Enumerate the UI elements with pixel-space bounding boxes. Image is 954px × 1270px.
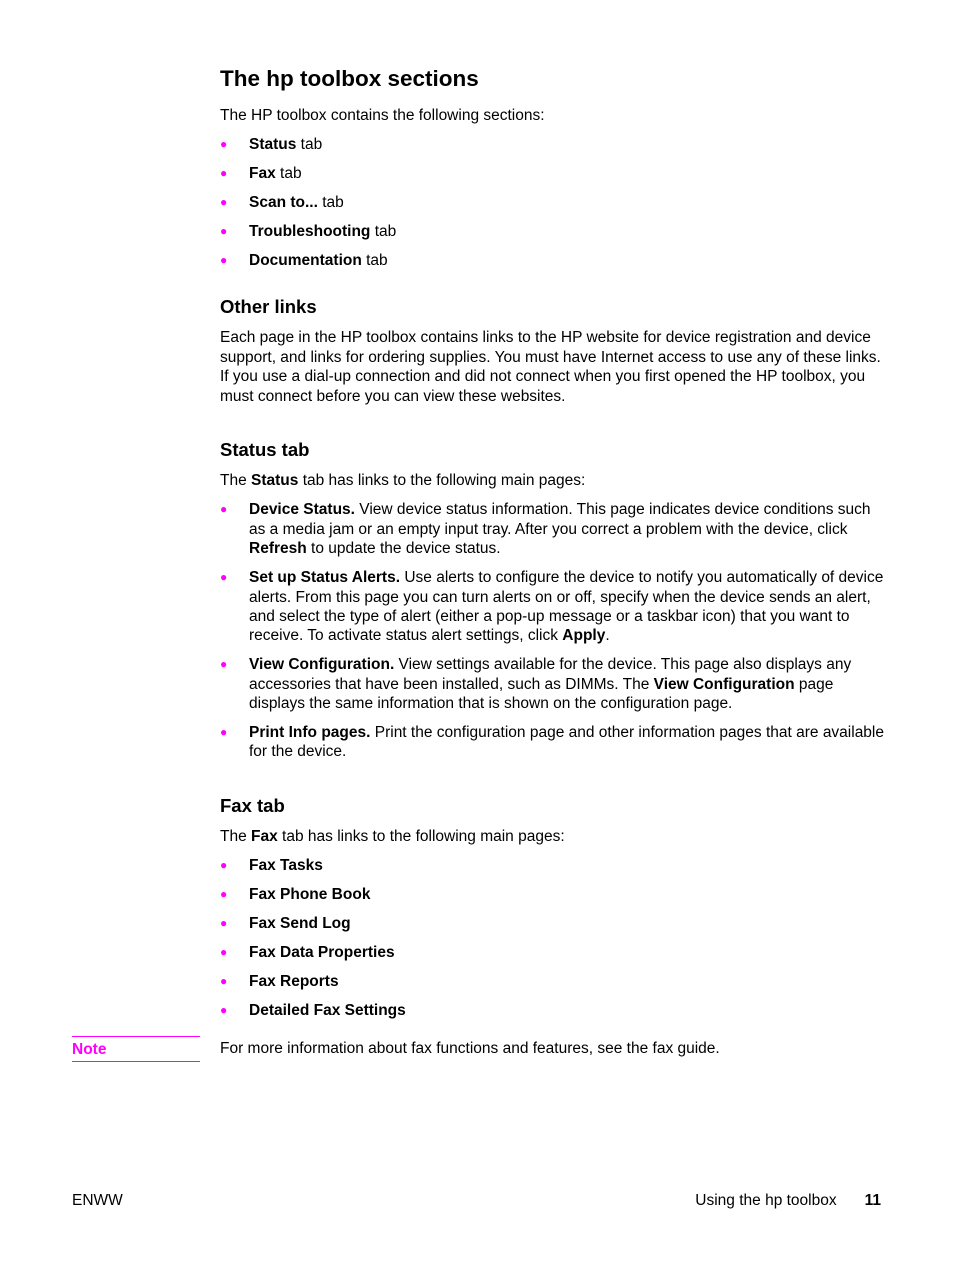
- bullet-icon: ●: [220, 166, 228, 181]
- fax-tab-list: [220, 856, 885, 1020]
- status-tab-section: [220, 438, 885, 762]
- bullet-icon: ●: [220, 858, 228, 873]
- page-number: 11: [864, 1192, 881, 1209]
- footer-right: [695, 1192, 881, 1210]
- list-item: ● Status tab: [220, 136, 323, 154]
- list-item: ● Documentation tab: [220, 252, 388, 270]
- fax-tab-heading: Fax tab: [220, 794, 285, 816]
- other-links-body: Each page in the HP toolbox contains links to the HP website for device registration and device support, and links for ordering supplies. You must have Internet access to use any of these links. If you use a dial-up connection and did not connect when you first opened the HP toolbox, you must connect before you can view these websites.: [220, 329, 881, 405]
- list-item: ● Fax Data Properties: [220, 943, 395, 961]
- sections-list: [220, 135, 885, 270]
- fax-tab-intro: The Fax tab has links to the following main pages:: [220, 827, 565, 845]
- list-item: ● Fax Phone Book: [220, 886, 371, 904]
- list-item: ● Device Status. View device status information. This page indicates device conditions such as a media jam or an empty input tray. After you correct a problem with the device, click Refresh to update the device status.: [220, 501, 871, 558]
- bullet-icon: ●: [220, 224, 228, 239]
- note-label: Note: [72, 1041, 107, 1058]
- footer-left: ENWW: [72, 1192, 123, 1209]
- list-item: ● View Configuration. View settings available for the device. This page also displays any accessories that have been installed, such as DIMMs. The View Configuration page displays the same information that is shown on the configuration page.: [220, 656, 852, 713]
- status-tab-list: [220, 500, 885, 761]
- list-item: ● Print Info pages. Print the configuration page and other information pages that are available for the device.: [220, 724, 884, 761]
- bullet-icon: ●: [220, 887, 228, 902]
- note-box: [72, 1036, 200, 1062]
- footer-title: Using the hp toolbox: [695, 1192, 837, 1209]
- bullet-icon: ●: [220, 944, 228, 959]
- list-item: ● Set up Status Alerts. Use alerts to configure the device to notify you automatically of device alerts. From this page you can turn alerts on or off, specify when the device sends an alert, and select the type of alert (either a pop-up message or a taskbar icon) that you want to receive. To activate status alert settings, click Apply.: [220, 569, 884, 645]
- bullet-icon: ●: [220, 725, 228, 740]
- bullet-icon: ●: [220, 916, 228, 931]
- bullet-icon: ●: [220, 502, 228, 517]
- list-item: ● Fax Reports: [220, 972, 339, 990]
- bullet-icon: ●: [220, 570, 228, 585]
- status-tab-intro: The Status tab has links to the following main pages:: [220, 472, 586, 490]
- bullet-icon: ●: [220, 195, 228, 210]
- intro-text: The HP toolbox contains the following sections:: [220, 107, 545, 124]
- page-title: The hp toolbox sections: [220, 66, 479, 91]
- list-item: ● Fax Send Log: [220, 915, 351, 933]
- list-item: ● Fax Tasks: [220, 857, 323, 875]
- list-item: ● Troubleshooting tab: [220, 223, 397, 241]
- bullet-icon: ●: [220, 973, 228, 988]
- other-links-heading: Other links: [220, 296, 317, 318]
- list-item: ● Scan to... tab: [220, 194, 344, 212]
- status-tab-heading: Status tab: [220, 439, 310, 461]
- bullet-icon: ●: [220, 1002, 228, 1017]
- page-content: [220, 64, 885, 1030]
- bullet-icon: ●: [220, 137, 228, 152]
- bullet-icon: ●: [220, 253, 228, 268]
- list-item: ● Detailed Fax Settings: [220, 1001, 406, 1019]
- list-item: ● Fax tab: [220, 165, 302, 183]
- other-links-section: [220, 295, 885, 406]
- note-text: For more information about fax functions and features, see the fax guide.: [220, 1040, 720, 1057]
- bullet-icon: ●: [220, 657, 228, 672]
- fax-tab-section: [220, 794, 885, 1020]
